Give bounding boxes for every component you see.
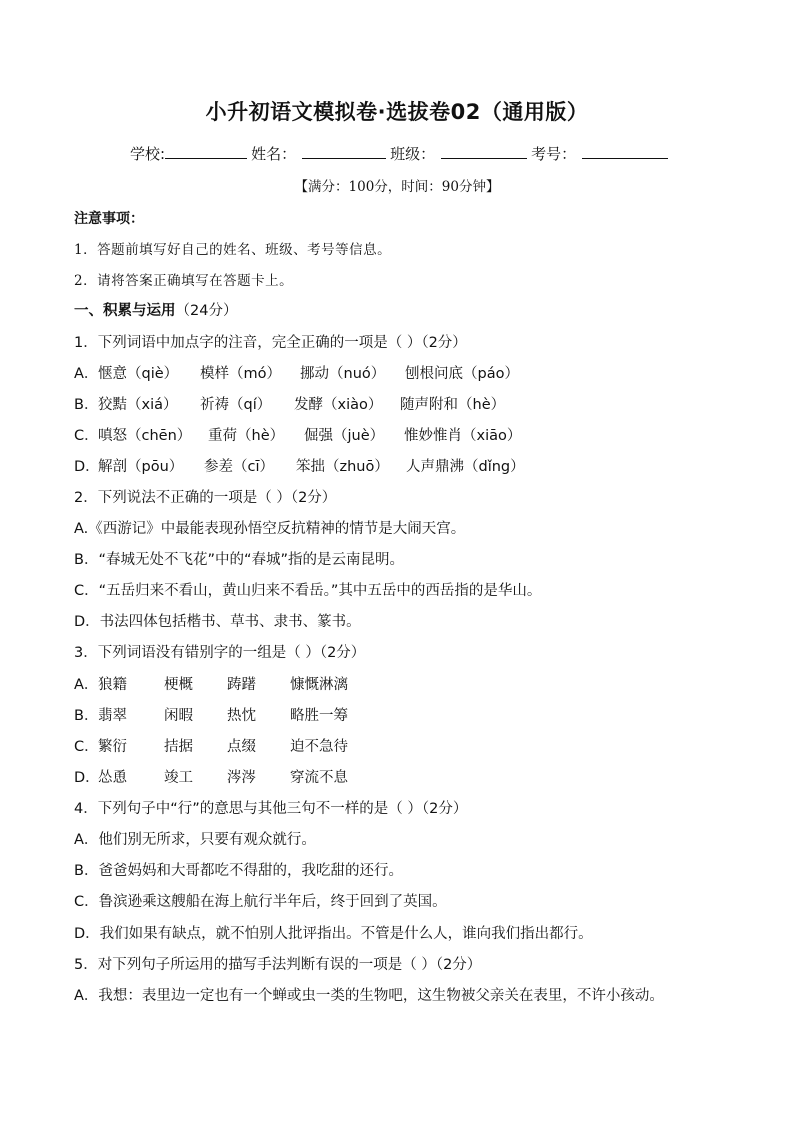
option-word: 挪动（nuó） <box>300 366 386 382</box>
question-4-option-d[interactable]: D．我们如果有缺点，就不怕别人批评指出。不管是什么人，谁向我们指出都行。 <box>74 926 593 942</box>
option-word: 竣工 <box>164 770 193 786</box>
option-letter: B． <box>74 708 99 724</box>
question-2-stem: 2．下列说法不正确的一项是（ ）（2分） <box>74 490 337 506</box>
question-3-option-b[interactable] <box>74 704 348 725</box>
question-1-stem: 1．下列词语中加点字的注音，完全正确的一项是（ ）（2分） <box>74 335 467 351</box>
question-1-option-a[interactable] <box>74 362 519 383</box>
option-letter: C． <box>74 428 99 444</box>
option-word: 踌躇 <box>227 677 256 693</box>
option-word: 重荷（hè） <box>208 428 285 444</box>
class-label: 班级： <box>390 145 436 163</box>
question-4-stem: 4．下列句子中“行”的意思与其他三句不一样的是（ ）（2分） <box>74 801 468 817</box>
option-word: 惟妙惟肖（xiāo） <box>404 428 522 444</box>
notice-heading: 注意事项： <box>74 211 144 227</box>
option-word: 祈祷（qí） <box>200 397 272 413</box>
option-word: 惬意（qiè） <box>98 366 179 382</box>
exam-number-blank[interactable] <box>582 144 668 159</box>
option-word: 梗概 <box>164 677 193 693</box>
option-word: 拮据 <box>164 739 193 755</box>
page-title: 小升初语文模拟卷·选拔卷02（通用版） <box>205 100 589 124</box>
question-2-option-d[interactable]: D．书法四体包括楷书、草书、隶书、篆书。 <box>74 614 361 630</box>
option-word: 慷慨淋漓 <box>290 677 348 693</box>
question-2-option-c[interactable]: C．“五岳归来不看山，黄山归来不看岳。”其中五岳中的西岳指的是华山。 <box>74 583 542 599</box>
question-1-option-c[interactable] <box>74 424 521 445</box>
score-time-info: 【满分：100分，时间：90分钟】 <box>294 179 500 195</box>
option-letter: B． <box>74 397 99 413</box>
option-word: 解剖（pōu） <box>98 459 184 475</box>
question-3-option-c[interactable] <box>74 735 348 756</box>
option-word: 发酵（xiào） <box>294 397 383 413</box>
option-word: 参差（cī） <box>204 459 275 475</box>
option-word: 人声鼎沸（dǐng） <box>406 459 525 475</box>
question-1-option-d[interactable] <box>74 455 525 476</box>
option-word: 点缀 <box>227 739 256 755</box>
option-word: 迫不急待 <box>290 739 348 755</box>
option-word: 涔涔 <box>227 770 256 786</box>
option-word: 怂恿 <box>98 770 127 786</box>
option-letter: C． <box>74 739 99 755</box>
option-word: 倔强（juè） <box>304 428 385 444</box>
question-3-option-a[interactable] <box>74 673 348 694</box>
question-5-stem: 5．对下列句子所运用的描写手法判断有误的一项是（ ）（2分） <box>74 957 482 973</box>
option-letter: D． <box>74 459 100 475</box>
question-2-option-b[interactable]: B．“春城无处不飞花”中的“春城”指的是云南昆明。 <box>74 552 404 568</box>
option-word: 嗔怒（chēn） <box>98 428 192 444</box>
school-blank[interactable] <box>165 144 247 159</box>
option-word: 穿流不息 <box>290 770 348 786</box>
option-letter: A． <box>74 677 99 693</box>
school-label: 学校: <box>130 145 166 163</box>
question-1-option-b[interactable] <box>74 393 505 414</box>
option-letter: D． <box>74 770 100 786</box>
option-word: 热忱 <box>227 708 256 724</box>
option-word: 模样（mó） <box>200 366 281 382</box>
option-word: 狼籍 <box>98 677 127 693</box>
option-word: 狡黠（xiá） <box>98 397 178 413</box>
option-word: 略胜一筹 <box>290 708 348 724</box>
question-3-option-d[interactable] <box>74 766 348 787</box>
section-points: （24分） <box>175 303 238 319</box>
option-word: 刨根问底（páo） <box>405 366 519 382</box>
option-word: 翡翠 <box>98 708 127 724</box>
question-2-option-a[interactable]: A.《西游记》中最能表现孙悟空反抗精神的情节是大闹天宫。 <box>74 521 466 537</box>
class-blank[interactable] <box>441 144 527 159</box>
option-word: 繁衍 <box>98 739 127 755</box>
name-blank[interactable] <box>302 144 386 159</box>
section-heading <box>74 299 237 320</box>
option-word: 闲暇 <box>164 708 193 724</box>
question-3-stem: 3．下列词语没有错别字的一组是（ ）（2分） <box>74 645 366 661</box>
notice-item: 1．答题前填写好自己的姓名、班级、考号等信息。 <box>74 242 392 258</box>
student-info-row <box>130 143 690 164</box>
question-4-option-b[interactable]: B．爸爸妈妈和大哥都吃不得甜的，我吃甜的还行。 <box>74 863 403 879</box>
question-4-option-a[interactable]: A．他们别无所求，只要有观众就行。 <box>74 832 316 848</box>
name-label: 姓名： <box>251 145 297 163</box>
option-letter: A． <box>74 366 99 382</box>
question-5-option-a[interactable]: A．我想：表里边一定也有一个蝉或虫一类的生物吧，这生物被父亲关在表里，不许小孩动。 <box>74 988 664 1004</box>
exam-number-label: 考号： <box>531 145 577 163</box>
section-title: 一、积累与运用 <box>74 303 176 319</box>
option-word: 笨拙（zhuō） <box>296 459 389 475</box>
option-word: 随声附和（hè） <box>400 397 506 413</box>
notice-item: 2．请将答案正确填写在答题卡上。 <box>74 273 294 289</box>
question-4-option-c[interactable]: C．鲁滨逊乘这艘船在海上航行半年后，终于回到了英国。 <box>74 894 447 910</box>
